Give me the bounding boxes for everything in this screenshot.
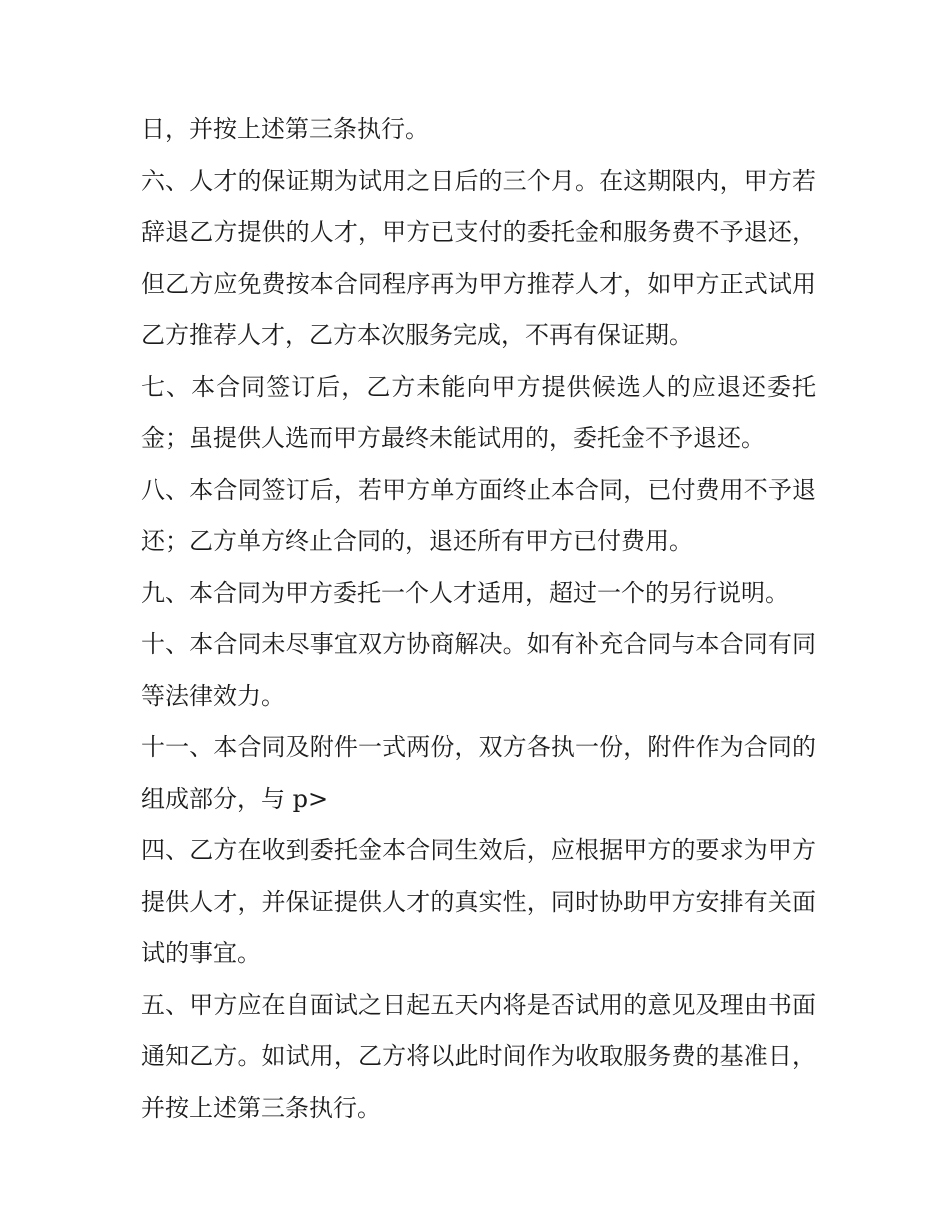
clause-11: 十一、本合同及附件一式两份，双方各执一份，附件作为合同的组成部分，与 p> <box>141 733 816 813</box>
clause-8: 八、本合同签订后，若甲方单方面终止本合同，已付费用不予退还；乙方单方终止合同的，退还所有甲方已付费用。 <box>141 475 816 555</box>
clause-7: 七、本合同签订后，乙方未能向甲方提供候选人的应退还委托金；虽提供人选而甲方最终未能试用的，委托金不予退还。 <box>141 372 816 452</box>
clause-5: 五、甲方应在自面试之日起五天内将是否试用的意见及理由书面通知乙方。如试用，乙方将以此时间作为收取服务费的基准日，并按上述第三条执行。 <box>141 990 816 1122</box>
paragraph-continuation: 日，并按上述第三条执行。 <box>141 115 429 143</box>
clause-9: 九、本合同为甲方委托一个人才适用，超过一个的另行说明。 <box>141 578 789 607</box>
clause-4: 四、乙方在收到委托金本合同生效后，应根据甲方的要求为甲方提供人才，并保证提供人才的真实性，同时协助甲方安排有关面试的事宜。 <box>141 836 816 967</box>
document-body <box>141 104 816 1134</box>
clause-6: 六、人才的保证期为试用之日后的三个月。在这期限内，甲方若辞退乙方提供的人才，甲方已支付的委托金和服务费不予退还，但乙方应免费按本合同程序再为甲方推荐人才，如甲方正式试用乙方推荐人才，乙方本次服务完成，不再有保证期。 <box>141 166 816 349</box>
clause-10: 十、本合同未尽事宜双方协商解决。如有补充合同与本合同有同等法律效力。 <box>141 630 816 710</box>
